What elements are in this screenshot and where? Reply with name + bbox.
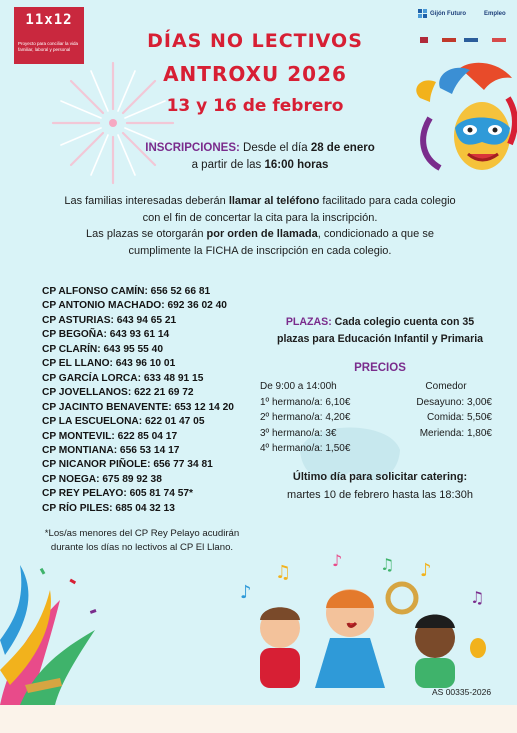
- intro-paragraph: [40, 193, 480, 259]
- title-antroxu: ANTROXU 2026: [163, 62, 347, 86]
- inscripciones-block: [110, 140, 410, 174]
- plazas-block: [265, 314, 495, 348]
- feathers-confetti-icon: [0, 560, 120, 705]
- list-item: CP CLARÍN: 643 95 55 40: [42, 343, 163, 355]
- logo-11x12: [14, 7, 84, 64]
- title-dates: 13 y 16 de febrero: [166, 96, 344, 116]
- logo-caption: Proyecto para conciliar la vida familiar, laboral y personal: [18, 41, 79, 52]
- precios-heading: PRECIOS: [354, 362, 406, 374]
- intro-text: Las plazas se otorgarán: [86, 228, 207, 240]
- list-item: CP ASTURIAS: 643 94 65 21: [42, 314, 177, 326]
- catering-title: Último día para solicitar catering:: [292, 471, 468, 483]
- list-item: CP JACINTO BENAVENTE: 653 12 14 20: [42, 401, 234, 413]
- price-row: 3º hermano/a: 3€: [260, 427, 337, 439]
- intro-text: , condicionado a que se: [317, 228, 434, 240]
- note-line: *Los/as menores del CP Rey Pelayo acudirán: [44, 528, 240, 539]
- precios-comedor: [400, 379, 492, 441]
- price-row: Merienda: 1,80€: [419, 427, 492, 439]
- rey-pelayo-note: [32, 527, 252, 555]
- intro-text: con el fin de concertar la cita para la inscripción.: [142, 211, 378, 224]
- partner-logos: [418, 9, 508, 49]
- list-item: CP ANTONIO MACHADO: 692 36 02 40: [42, 300, 227, 312]
- logo-number: 11x12: [25, 12, 73, 28]
- list-item: CP NOEGA: 675 89 92 38: [42, 473, 162, 485]
- list-item: CP REY PELAYO: 605 81 74 57*: [42, 488, 194, 500]
- svg-text:♫: ♫: [470, 588, 485, 607]
- price-row: Desayuno: 3,00€: [416, 396, 492, 408]
- svg-text:♪: ♪: [332, 551, 343, 570]
- list-item: CP MONTIANA: 656 53 14 17: [42, 444, 180, 456]
- price-row: 4º hermano/a: 1,50€: [260, 443, 351, 454]
- gijon-futuro-label: Gijón Futuro: [430, 11, 466, 17]
- plazas-label: PLAZAS:: [285, 316, 332, 328]
- intro-bold: por orden de llamada: [206, 228, 318, 240]
- price-row: 2º hermano/a: 4,20€: [260, 412, 351, 423]
- price-row: Comida: 5,50€: [426, 412, 492, 423]
- carnival-mask-icon: [400, 58, 517, 178]
- title-dias-no-lectivos: DÍAS NO LECTIVOS: [147, 30, 363, 52]
- plazas-text: plazas para Educación Infantil y Primaria: [276, 333, 484, 345]
- svg-text:♪: ♪: [240, 582, 252, 603]
- precios-schedule: De 9:00 a 14:00h: [260, 381, 337, 392]
- list-item: CP ALFONSO CAMÍN: 656 52 66 81: [42, 286, 211, 297]
- list-item: CP LA ESCUELONA: 622 01 47 05: [42, 416, 205, 428]
- list-item: CP RÍO PILES: 685 04 32 13: [42, 502, 175, 514]
- precios-hermanos: [260, 379, 350, 457]
- inscripciones-date: 28 de enero: [310, 142, 375, 154]
- catering-date: martes 10 de febrero hasta las 18:30h: [287, 489, 473, 501]
- empleo-label: Empleo: [484, 11, 506, 17]
- inscripciones-label: INSCRIPCIONES:: [145, 142, 240, 154]
- list-item: CP EL LLANO: 643 96 10 01: [42, 358, 176, 370]
- note-line: durante los días no lectivos al CP El Llano.: [50, 542, 234, 553]
- list-item: CP BEGOÑA: 643 93 61 14: [42, 329, 170, 341]
- price-row: 1º hermano/a: 6,10€: [260, 396, 351, 408]
- intro-bold: llamar al teléfono: [228, 195, 320, 207]
- inscripciones-time-text: a partir de las: [191, 159, 265, 171]
- svg-text:♫: ♫: [275, 562, 292, 583]
- intro-text: Las familias interesadas deberán: [64, 195, 229, 207]
- svg-text:♪: ♪: [420, 560, 432, 581]
- list-item: CP JOVELLANOS: 622 21 69 72: [42, 387, 194, 399]
- plazas-text: Cada colegio cuenta con 35: [331, 316, 475, 328]
- intro-text: cumplimente la FICHA de inscripción en cada colegio.: [128, 244, 392, 257]
- inscripciones-time: 16:00 horas: [264, 159, 329, 171]
- school-phone-list: [42, 285, 272, 516]
- sponsor-logos-icon: [418, 35, 510, 45]
- comedor-heading: Comedor: [425, 381, 467, 392]
- gijon-logo-icon: [418, 9, 428, 19]
- list-item: CP NICANOR PIÑOLE: 656 77 34 81: [42, 459, 213, 471]
- catering-deadline: [265, 468, 495, 504]
- document-code: AS 00335-2026: [432, 687, 492, 697]
- intro-text: facilitado para cada colegio: [319, 195, 456, 207]
- kids-music-illustration: [230, 548, 500, 688]
- svg-text:♫: ♫: [380, 555, 395, 574]
- inscripciones-text: Desde el día: [239, 142, 311, 154]
- list-item: CP GARCÍA LORCA: 633 48 91 15: [42, 372, 204, 384]
- list-item: CP MONTEVIL: 622 85 04 17: [42, 430, 178, 442]
